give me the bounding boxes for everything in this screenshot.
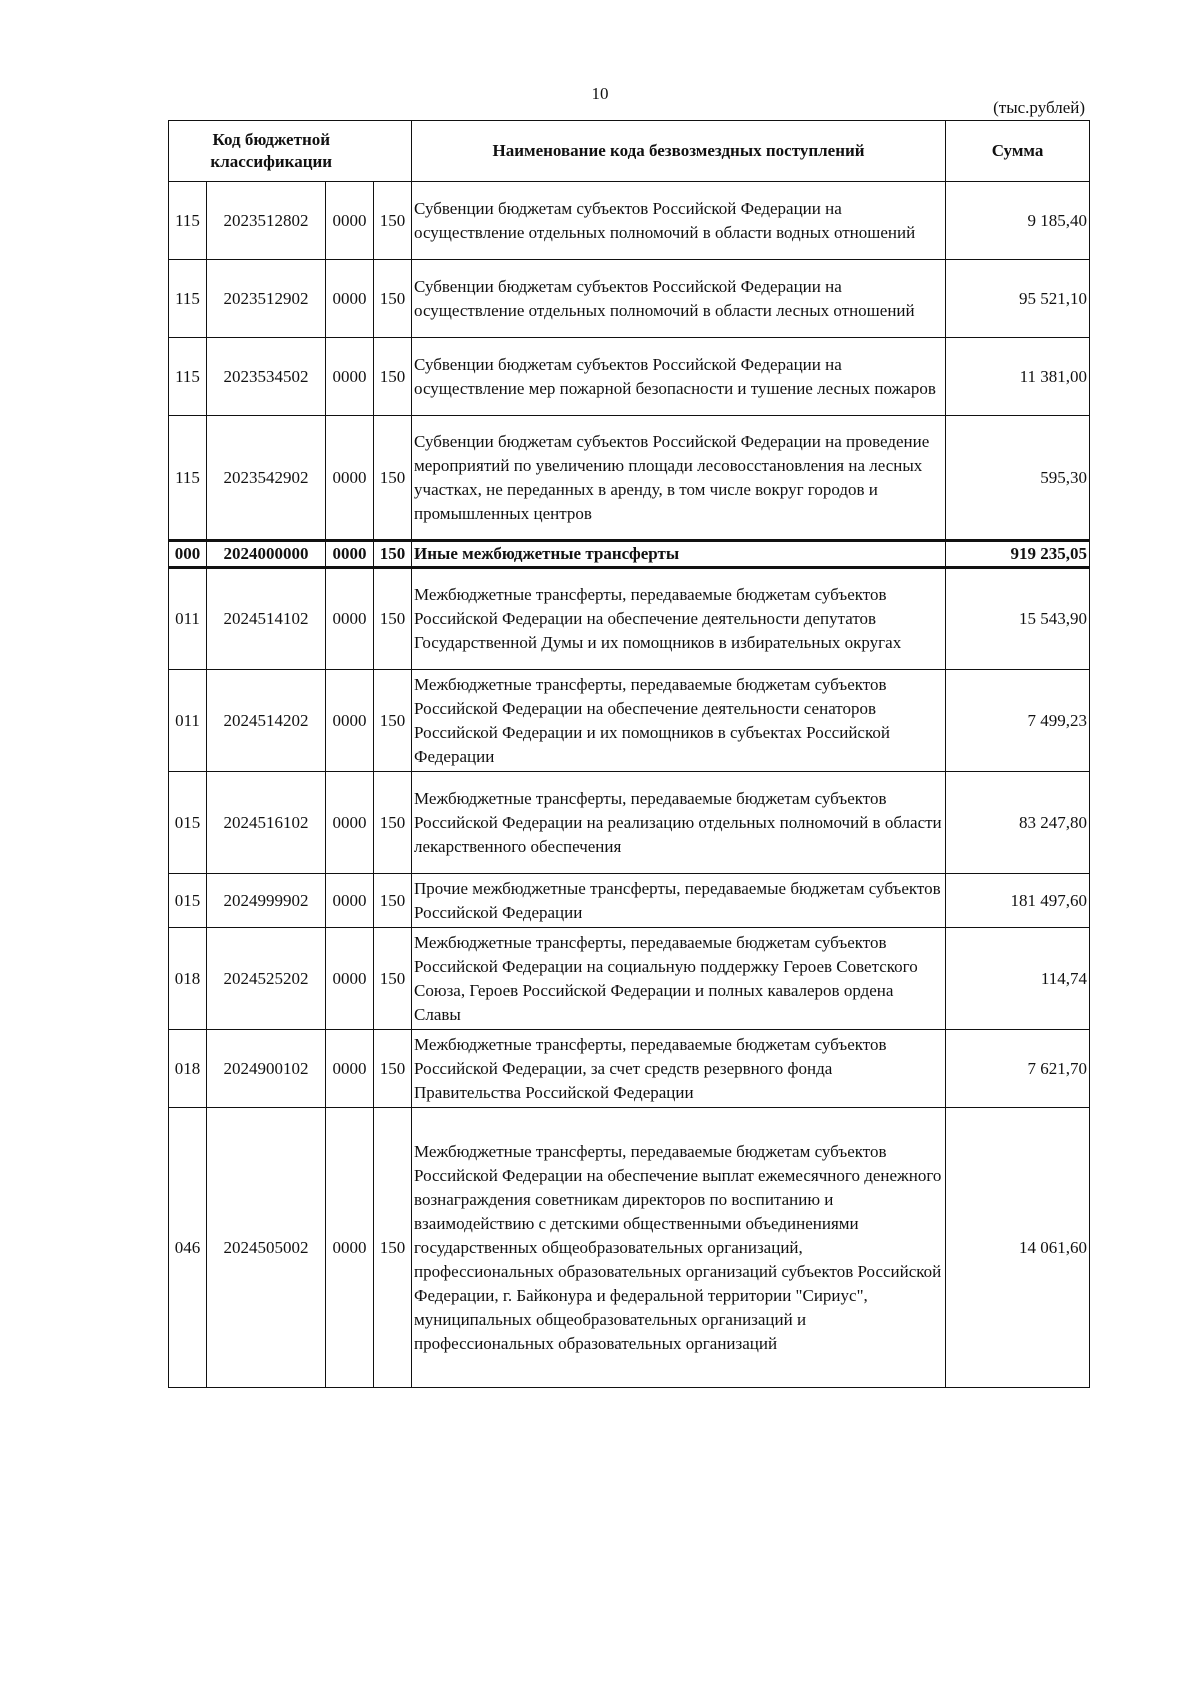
unit-label: (тыс.рублей) <box>993 98 1085 117</box>
admin-code-cell: 046 <box>169 1108 207 1388</box>
kosgu-code-cell: 150 <box>374 670 412 772</box>
sum-cell: 83 247,80 <box>946 772 1090 874</box>
sum-cell: 11 381,00 <box>946 338 1090 416</box>
admin-code-cell: 018 <box>169 1030 207 1108</box>
name-cell: Субвенции бюджетам субъектов Российской Федерации на осуществление мер пожарной безопасности и тушение лесных пожаров <box>412 338 946 416</box>
kosgu-code-cell: 150 <box>374 182 412 260</box>
program-code-cell: 0000 <box>326 568 374 670</box>
budget-code-cell: 2023534502 <box>207 338 326 416</box>
program-code-cell: 0000 <box>326 541 374 568</box>
kosgu-code-cell: 150 <box>374 260 412 338</box>
budget-code-cell: 2024000000 <box>207 541 326 568</box>
sum-cell: 9 185,40 <box>946 182 1090 260</box>
kosgu-code-cell: 150 <box>374 416 412 541</box>
sum-cell: 7 621,70 <box>946 1030 1090 1108</box>
admin-code-cell: 115 <box>169 260 207 338</box>
table-row <box>169 874 1090 928</box>
kosgu-code-cell: 150 <box>374 338 412 416</box>
name-cell: Субвенции бюджетам субъектов Российской Федерации на осуществление отдельных полномочий в области водных отношений <box>412 182 946 260</box>
admin-code-cell: 115 <box>169 416 207 541</box>
sum-cell: 919 235,05 <box>946 541 1090 568</box>
table-row <box>169 772 1090 874</box>
program-code-cell: 0000 <box>326 670 374 772</box>
budget-code-cell: 2023512902 <box>207 260 326 338</box>
name-cell: Иные межбюджетные трансферты <box>412 541 946 568</box>
name-cell: Субвенции бюджетам субъектов Российской Федерации на осуществление отдельных полномочий в области лесных отношений <box>412 260 946 338</box>
sum-cell: 595,30 <box>946 416 1090 541</box>
page-number: 10 <box>591 84 609 103</box>
table-row <box>169 1108 1090 1388</box>
header-code: Код бюджетной классификации <box>169 121 374 182</box>
name-cell: Межбюджетные трансферты, передаваемые бюджетам субъектов Российской Федерации на обеспечение деятельности депутатов Государственной Думы и их помощников в избирательных округах <box>412 568 946 670</box>
header-name: Наименование кода безвозмездных поступлений <box>412 121 946 182</box>
header-code-spacer <box>374 121 412 182</box>
name-cell: Межбюджетные трансферты, передаваемые бюджетам субъектов Российской Федерации на обеспечение выплат ежемесячного денежного вознаграждения советникам директоров по воспитанию и взаимодействию с детскими общественными объединениями государственных общеобразовательных организаций, профессиональных образовательных организаций субъектов Российской Федерации, г. Байконура и федеральной территории "Сириус", муниципальных общеобразовательных организаций и профессиональных образовательных организаций <box>412 1108 946 1388</box>
program-code-cell: 0000 <box>326 928 374 1030</box>
table-row <box>169 260 1090 338</box>
admin-code-cell: 015 <box>169 772 207 874</box>
budget-code-cell: 2024505002 <box>207 1108 326 1388</box>
sum-cell: 181 497,60 <box>946 874 1090 928</box>
budget-code-cell: 2024514202 <box>207 670 326 772</box>
admin-code-cell: 000 <box>169 541 207 568</box>
sum-cell: 14 061,60 <box>946 1108 1090 1388</box>
program-code-cell: 0000 <box>326 260 374 338</box>
admin-code-cell: 011 <box>169 568 207 670</box>
kosgu-code-cell: 150 <box>374 1108 412 1388</box>
sum-cell: 7 499,23 <box>946 670 1090 772</box>
header-sum: Сумма <box>946 121 1090 182</box>
table-row <box>169 416 1090 541</box>
admin-code-cell: 115 <box>169 338 207 416</box>
name-cell: Прочие межбюджетные трансферты, передаваемые бюджетам субъектов Российской Федерации <box>412 874 946 928</box>
program-code-cell: 0000 <box>326 1108 374 1388</box>
admin-code-cell: 018 <box>169 928 207 1030</box>
program-code-cell: 0000 <box>326 416 374 541</box>
table-row <box>169 182 1090 260</box>
program-code-cell: 0000 <box>326 338 374 416</box>
program-code-cell: 0000 <box>326 1030 374 1108</box>
header-row <box>169 121 1090 182</box>
budget-code-cell: 2024900102 <box>207 1030 326 1108</box>
budget-code-cell: 2024525202 <box>207 928 326 1030</box>
name-cell: Межбюджетные трансферты, передаваемые бюджетам субъектов Российской Федерации, за счет средств резервного фонда Правительства Российской Федерации <box>412 1030 946 1108</box>
kosgu-code-cell: 150 <box>374 772 412 874</box>
name-cell: Межбюджетные трансферты, передаваемые бюджетам субъектов Российской Федерации на реализацию отдельных полномочий в области лекарственного обеспечения <box>412 772 946 874</box>
budget-code-cell: 2023542902 <box>207 416 326 541</box>
table-row <box>169 1030 1090 1108</box>
budget-table <box>168 120 1090 1388</box>
budget-code-cell: 2024999902 <box>207 874 326 928</box>
sum-cell: 114,74 <box>946 928 1090 1030</box>
budget-code-cell: 2024516102 <box>207 772 326 874</box>
admin-code-cell: 115 <box>169 182 207 260</box>
kosgu-code-cell: 150 <box>374 874 412 928</box>
kosgu-code-cell: 150 <box>374 1030 412 1108</box>
budget-code-cell: 2024514102 <box>207 568 326 670</box>
sum-cell: 15 543,90 <box>946 568 1090 670</box>
sum-cell: 95 521,10 <box>946 260 1090 338</box>
budget-code-cell: 2023512802 <box>207 182 326 260</box>
name-cell: Субвенции бюджетам субъектов Российской Федерации на проведение мероприятий по увеличению площади лесовосстановления на лесных участках, не переданных в аренду, в том числе вокруг городов и промышленных центров <box>412 416 946 541</box>
name-cell: Межбюджетные трансферты, передаваемые бюджетам субъектов Российской Федерации на социальную поддержку Героев Советского Союза, Героев Российской Федерации и полных кавалеров ордена Славы <box>412 928 946 1030</box>
kosgu-code-cell: 150 <box>374 568 412 670</box>
table-row <box>169 541 1090 568</box>
table-row <box>169 338 1090 416</box>
program-code-cell: 0000 <box>326 182 374 260</box>
kosgu-code-cell: 150 <box>374 928 412 1030</box>
program-code-cell: 0000 <box>326 772 374 874</box>
table-row <box>169 670 1090 772</box>
name-cell: Межбюджетные трансферты, передаваемые бюджетам субъектов Российской Федерации на обеспечение деятельности сенаторов Российской Федерации и их помощников в субъектах Российской Федерации <box>412 670 946 772</box>
table-row <box>169 568 1090 670</box>
table-body <box>169 182 1090 1388</box>
kosgu-code-cell: 150 <box>374 541 412 568</box>
table-row <box>169 928 1090 1030</box>
admin-code-cell: 011 <box>169 670 207 772</box>
admin-code-cell: 015 <box>169 874 207 928</box>
program-code-cell: 0000 <box>326 874 374 928</box>
